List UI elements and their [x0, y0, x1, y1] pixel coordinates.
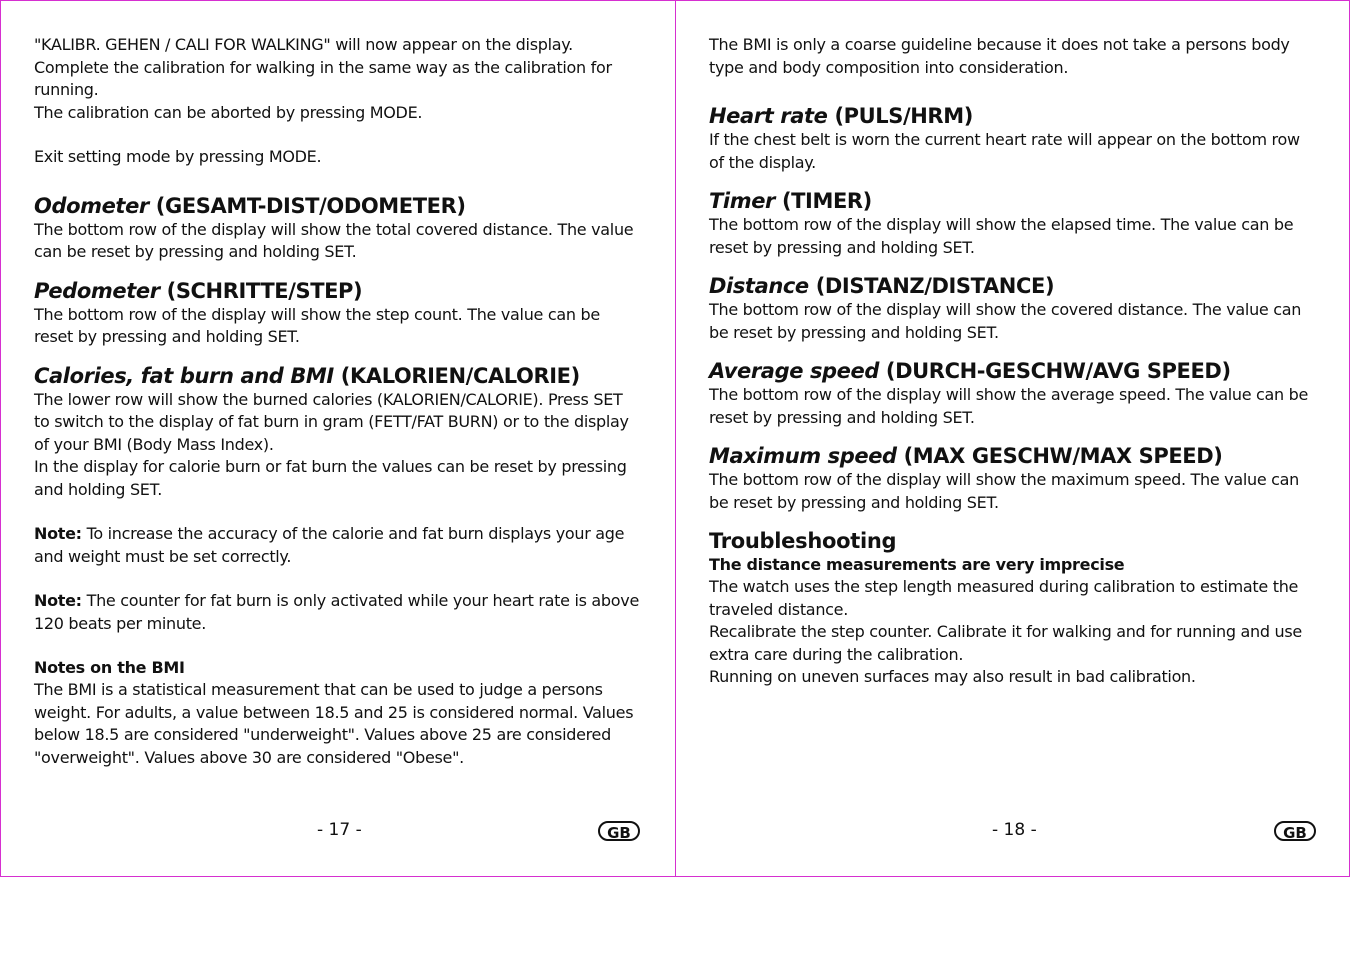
heart-rate-title: Heart rate — [709, 104, 828, 128]
bmi-guideline-text: The BMI is only a coarse guideline because it does not take a persons body type and body composition into consideration. — [709, 35, 1290, 77]
intro-line-2: Complete the calibration for walking in the same way as the calibration for — [34, 57, 612, 77]
timer-text: The bottom row of the display will show the elapsed time. The value can be reset by pressing and holding SET. — [709, 215, 1294, 257]
page-17-content — [34, 34, 640, 769]
note-1 — [34, 523, 640, 568]
calories-title: Calories, fat burn and BMI — [34, 363, 334, 388]
bmi-notes-text: The BMI is a statistical measurement that can be used to judge a persons weight. For adults, a value between 18.5 and 25 is considered normal. Values below 18.5 are considered "underweight". Values above 25 are considered "overweight". Values above 30 are considered "Obese". — [34, 680, 634, 767]
page-number: - 18 - — [992, 820, 1037, 840]
calories-text-1: The lower row will show the burned calories (KALORIEN/CALORIE). Press SET to switch to the display of fat burn in gram (FETT/FAT BURN) or to the display of your BMI (Body Mass Index). — [34, 389, 629, 454]
pedometer-heading — [34, 278, 640, 304]
note-2-label: Note: — [34, 591, 82, 610]
timer-code: (TIMER) — [781, 189, 872, 213]
avg-speed-code: (DURCH-GESCHW/AVG SPEED) — [885, 359, 1231, 383]
exit-text: Exit setting mode by pressing MODE. — [34, 147, 322, 166]
heart-rate-text: If the chest belt is worn the current heart rate will appear on the bottom row of the display. — [709, 130, 1300, 172]
troubleshooting-subtitle: The distance measurements are very imprecise — [709, 555, 1125, 574]
note-2-text: The counter for fat burn is only activated while your heart rate is above 120 beats per minute. — [34, 591, 639, 633]
timer-heading — [709, 188, 1315, 214]
note-2 — [34, 590, 640, 635]
calories-heading — [34, 363, 640, 389]
distance-heading — [709, 273, 1315, 299]
heart-rate-heading — [709, 103, 1315, 129]
odometer-title: Odometer — [34, 193, 149, 218]
language-badge: GB — [1274, 821, 1316, 841]
page-number: - 17 - — [317, 820, 362, 840]
troubleshooting-line-2: Recalibrate the step counter. Calibrate it for walking and for running and use extra care during the calibration. — [709, 622, 1302, 664]
page-17 — [1, 1, 674, 876]
avg-speed-title: Average speed — [709, 359, 879, 383]
odometer-heading — [34, 193, 640, 219]
pedometer-code: (SCHRITTE/STEP) — [166, 278, 363, 303]
max-speed-heading — [709, 443, 1315, 469]
language-badge: GB — [598, 821, 640, 841]
odometer-code: (GESAMT-DIST/ODOMETER) — [155, 193, 466, 218]
odometer-text: The bottom row of the display will show the total covered distance. The value can be reset by pressing and holding SET. — [34, 219, 634, 261]
bmi-notes-title: Notes on the BMI — [34, 658, 185, 677]
troubleshooting-title: Troubleshooting — [709, 529, 897, 553]
distance-text: The bottom row of the display will show the covered distance. The value can be reset by pressing and holding SET. — [709, 300, 1302, 342]
note-1-label: Note: — [34, 524, 82, 543]
distance-code: (DISTANZ/DISTANCE) — [815, 274, 1055, 298]
page-18-content — [709, 34, 1315, 689]
calories-text-2: In the display for calorie burn or fat burn the values can be reset by pressing and holding SET. — [34, 457, 627, 499]
timer-title: Timer — [709, 189, 776, 213]
pedometer-text: The bottom row of the display will show the step count. The value can be reset by pressing and holding SET. — [34, 304, 600, 346]
troubleshooting-line-1: The watch uses the step length measured during calibration to estimate the traveled distance. — [709, 577, 1299, 619]
intro-line-4: The calibration can be aborted by pressing MODE. — [34, 102, 423, 122]
calories-code: (KALORIEN/CALORIE) — [340, 363, 580, 388]
max-speed-title: Maximum speed — [709, 444, 897, 468]
intro-line-1: "KALIBR. GEHEN / CALI FOR WALKING" will now appear on the display. — [34, 35, 573, 54]
avg-speed-text: The bottom row of the display will show the average speed. The value can be reset by pressing and holding SET. — [709, 385, 1309, 427]
heart-rate-code: (PULS/HRM) — [834, 104, 973, 128]
max-speed-code: (MAX GESCHW/MAX SPEED) — [903, 444, 1223, 468]
troubleshooting-line-3: Running on uneven surfaces may also result in bad calibration. — [709, 667, 1196, 686]
distance-title: Distance — [709, 274, 809, 298]
intro-line-3: running. — [34, 80, 99, 99]
note-1-text: To increase the accuracy of the calorie and fat burn displays your age and weight must be set correctly. — [34, 524, 625, 566]
avg-speed-heading — [709, 358, 1315, 384]
pedometer-title: Pedometer — [34, 278, 160, 303]
max-speed-text: The bottom row of the display will show the maximum speed. The value can be reset by pressing and holding SET. — [709, 470, 1300, 512]
page-18 — [675, 1, 1350, 876]
